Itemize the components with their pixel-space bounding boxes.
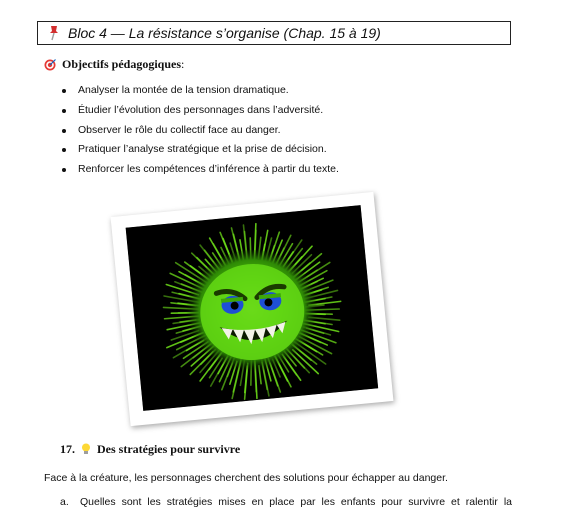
list-item: Renforcer les compétences d’inférence à partir du texte. <box>60 160 339 180</box>
lightbulb-icon <box>81 443 91 456</box>
section-title: Des stratégies pour survivre <box>97 442 241 456</box>
pushpin-icon <box>48 25 60 41</box>
objectives-list <box>60 81 339 180</box>
bloc-title: Bloc 4 — La résistance s’organise (Chap. 15 à 19) <box>68 25 381 41</box>
objectives-heading-text: Objectifs pédagogiques <box>62 57 182 71</box>
question-text: Quelles sont les stratégies mises en place par les enfants pour survivre et ralentir la <box>80 496 512 508</box>
bloc-title-box <box>37 21 511 45</box>
objectives-heading-suffix: : <box>181 57 185 71</box>
list-item: Observer le rôle du collectif face au danger. <box>60 121 339 141</box>
question-letter: a. <box>60 496 69 508</box>
list-item: Étudier l’évolution des personnages dans l’adversité. <box>60 101 339 121</box>
section-heading <box>60 442 240 457</box>
list-item: Pratiquer l’analyse stratégique et la prise de décision. <box>60 140 339 160</box>
list-item: Analyser la montée de la tension dramatique. <box>60 81 339 101</box>
monster-icon <box>126 205 379 411</box>
objectives-heading <box>44 57 184 72</box>
question-a <box>60 496 512 508</box>
section-intro: Face à la créature, les personnages cherchent des solutions pour échapper au danger. <box>44 472 448 484</box>
target-icon <box>44 59 56 71</box>
monster-illustration <box>126 205 379 411</box>
monster-photo <box>111 192 394 426</box>
section-number: 17. <box>60 442 75 456</box>
